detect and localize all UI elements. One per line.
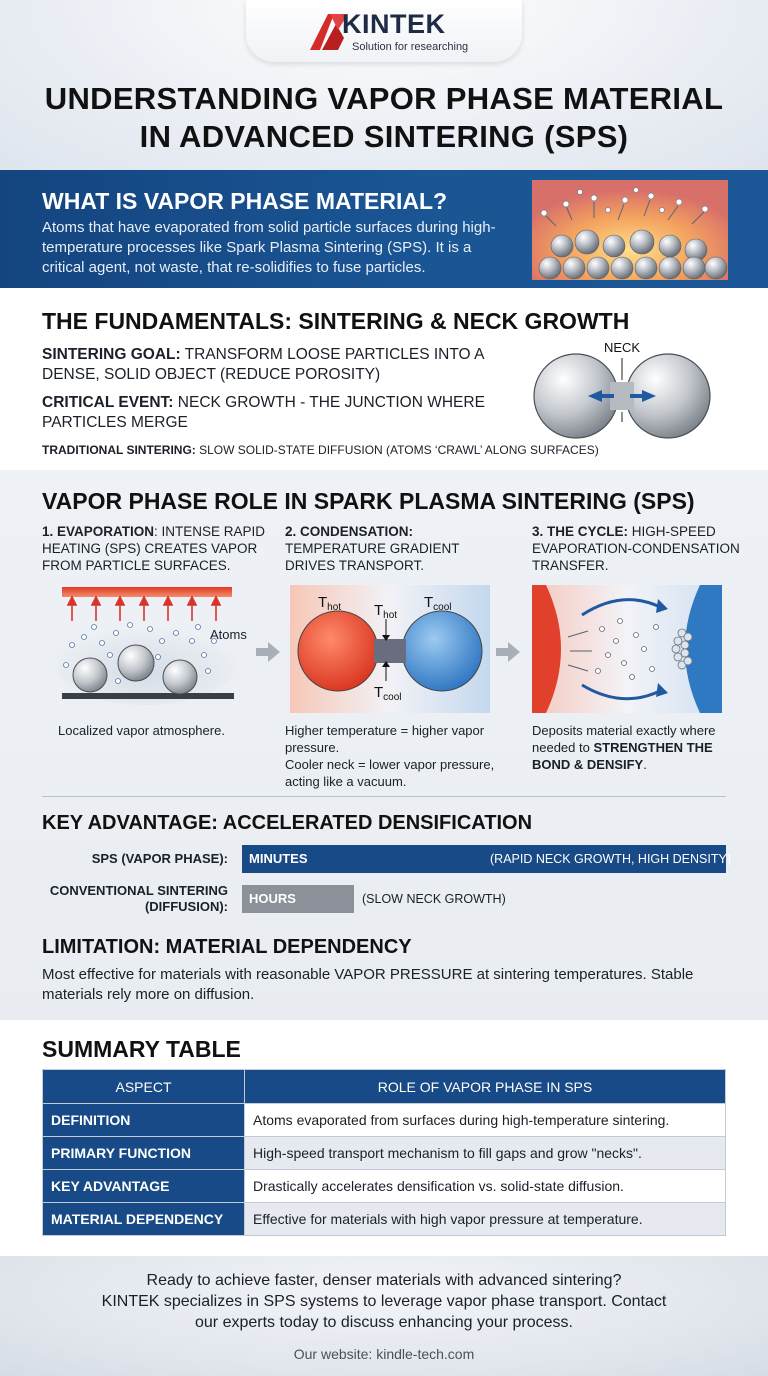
footer-line-3: our experts today to discuss enhancing your process. — [195, 1314, 573, 1331]
event-label: CRITICAL EVENT: — [42, 394, 174, 411]
step-1-label: 1. EVAPORATION — [42, 524, 155, 539]
step-2-caption-2: Cooler neck = lower vapor pressure, acting like a vacuum. — [285, 757, 495, 789]
step-2-text: TEMPERATURE GRADIENT DRIVES TRANSPORT. — [285, 541, 460, 573]
goal-label: SINTERING GOAL: — [42, 346, 181, 363]
step-3-caption — [532, 722, 737, 773]
footer-line-2: KINTEK specializes in SPS systems to leverage vapor phase transport. Contact — [101, 1293, 667, 1310]
conventional-bar-value: HOURS — [249, 891, 296, 906]
conventional-bar-note: (SLOW NECK GROWTH) — [362, 892, 506, 906]
table-row — [43, 1203, 726, 1236]
summary-table — [42, 1069, 726, 1236]
sps-bar-value: MINUTES — [249, 851, 308, 866]
divider — [42, 796, 726, 797]
step-2-heading — [285, 523, 505, 574]
brand-tagline: Solution for researching — [352, 41, 469, 53]
logo-tab[interactable] — [246, 0, 522, 62]
aspect-column-header: ASPECT — [43, 1070, 245, 1104]
conventional-bar-label — [42, 883, 228, 915]
brand-name: KINTEK — [342, 9, 446, 39]
aspect-cell: DEFINITION — [43, 1104, 245, 1137]
role-cell: Atoms evaporated from surfaces during high-temperature sintering. — [245, 1104, 726, 1137]
condensation-step-illustration — [290, 585, 490, 713]
cycle-step-illustration — [532, 585, 722, 713]
sps-role-heading: VAPOR PHASE ROLE IN SPARK PLASMA SINTERING (SPS) — [42, 488, 695, 514]
t-hot-neck-label: $T_{hot}$ — [374, 602, 398, 621]
what-text: Atoms that have evaporated from solid particle surfaces during high-temperature processes like Spark Plasma Sintering (SPS). It is a critical agent, not waste, that re-solidifies to fuse particles. — [42, 219, 496, 276]
role-cell: High-speed transport mechanism to fill gaps and grow "necks". — [245, 1137, 726, 1170]
footer-line-1: Ready to achieve faster, denser materials with advanced sintering? — [146, 1272, 622, 1289]
what-heading: WHAT IS VAPOR PHASE MATERIAL? — [42, 188, 448, 214]
step-3-text: HIGH-SPEED EVAPORATION-CONDENSATION TRANSFER. — [532, 524, 740, 573]
step-2-label: 2. CONDENSATION: — [285, 524, 414, 539]
title-line-2: IN ADVANCED SINTERING (SPS) — [139, 119, 629, 154]
aspect-cell: MATERIAL DEPENDENCY — [43, 1203, 245, 1236]
event-text: NECK GROWTH - THE JUNCTION WHERE PARTICLES MERGE — [42, 394, 485, 431]
step-3-heading — [532, 523, 742, 574]
t-cool-neck-label: $T_{cool}$ — [374, 684, 402, 703]
title-line-1: UNDERSTANDING VAPOR PHASE MATERIAL — [44, 81, 724, 116]
traditional-label: TRADITIONAL SINTERING: — [42, 443, 196, 457]
step-3-caption-pre: Deposits material exactly where needed to — [532, 723, 716, 755]
step-3-caption-bold: STRENGTHEN THE BOND & DENSIFY — [532, 740, 713, 772]
advantage-heading: KEY ADVANTAGE: ACCELERATED DENSIFICATION — [42, 812, 533, 834]
traditional-text: SLOW SOLID-STATE DIFFUSION (ATOMS ‘CRAWL’ ALONG SURFACES) — [199, 443, 599, 457]
sps-bar-note: (RAPID NECK GROWTH, HIGH DENSITY) — [490, 852, 731, 866]
role-column-header: ROLE OF VAPOR PHASE IN SPS — [245, 1070, 726, 1104]
step-arrow-icon — [496, 640, 520, 664]
traditional-sintering — [42, 443, 599, 457]
sintering-goal — [42, 345, 512, 385]
limitation-heading: LIMITATION: MATERIAL DEPENDENCY — [42, 936, 412, 958]
fundamentals-heading: THE FUNDAMENTALS: SINTERING & NECK GROWTH — [42, 308, 630, 334]
atoms-label: Atoms — [210, 627, 247, 642]
step-2-caption — [285, 722, 510, 790]
neck-growth-illustration — [528, 336, 716, 442]
t-cool-label: $T_{cool}$ — [424, 594, 452, 613]
conventional-label-line-2: (DIFFUSION): — [144, 899, 228, 914]
conventional-label-line-1: CONVENTIONAL SINTERING — [49, 883, 228, 898]
table-row — [43, 1137, 726, 1170]
summary-header-row — [43, 1070, 726, 1104]
step-arrow-icon — [256, 640, 280, 664]
limitation-text: Most effective for materials with reasonable VAPOR PRESSURE at sintering temperatures. Stable materials rely more on diffusion. — [42, 966, 694, 1003]
step-2-caption-1: Higher temperature = higher vapor pressure. — [285, 723, 485, 755]
step-3-label: 3. THE CYCLE: — [532, 524, 629, 539]
table-row — [43, 1170, 726, 1203]
goal-text: TRANSFORM LOOSE PARTICLES INTO A DENSE, SOLID OBJECT (REDUCE POROSITY) — [42, 346, 484, 383]
footer-cta — [0, 1270, 768, 1333]
page-title — [0, 80, 768, 156]
website-link[interactable]: Our website: kindle-tech.com — [293, 1346, 475, 1362]
summary-heading: SUMMARY TABLE — [42, 1036, 241, 1062]
step-1-text: : INTENSE RAPID HEATING (SPS) CREATES VAPOR FROM PARTICLE SURFACES. — [42, 524, 266, 573]
neck-label: NECK — [603, 340, 641, 355]
aspect-cell: PRIMARY FUNCTION — [43, 1137, 245, 1170]
critical-event — [42, 393, 512, 433]
t-hot-label: $T_{hot}$ — [318, 594, 342, 613]
step-1-caption: Localized vapor atmosphere. — [58, 723, 225, 738]
role-cell: Effective for materials with high vapor pressure at temperature. — [245, 1203, 726, 1236]
evaporation-illustration — [532, 180, 728, 280]
sps-bar-label: SPS (VAPOR PHASE): — [91, 851, 228, 866]
table-row — [43, 1104, 726, 1137]
evaporation-step-illustration — [58, 585, 254, 713]
step-3-caption-post: . — [643, 757, 647, 772]
step-1-heading — [42, 523, 267, 574]
role-cell: Drastically accelerates densification vs. solid-state diffusion. — [245, 1170, 726, 1203]
aspect-cell: KEY ADVANTAGE — [43, 1170, 245, 1203]
conventional-duration-bar — [242, 885, 354, 913]
